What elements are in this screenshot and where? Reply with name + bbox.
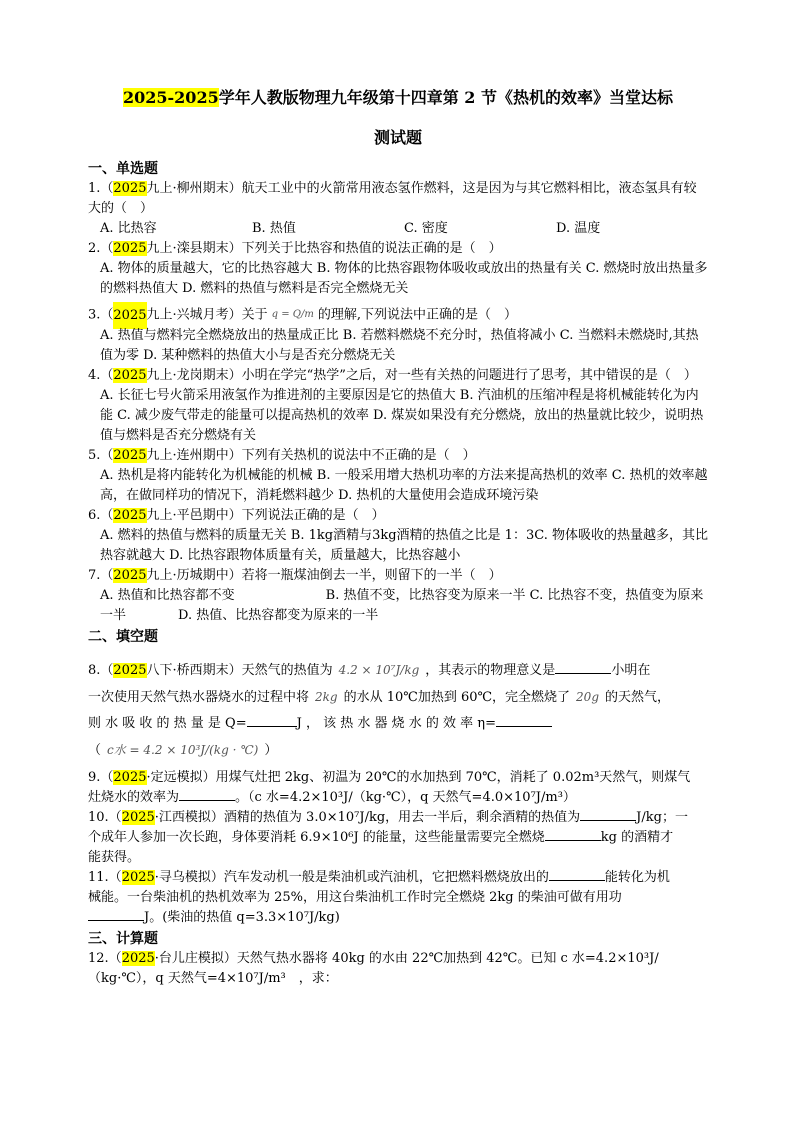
question-11: 11.（2025·寻乌模拟）汽车发动机一般是柴油机或汽油机，它把燃料燃烧放出的 能转化为机 械能。一台柴油机的热机效率为 25%，用这台柴油机工作时完全燃烧 2kg 的柴油可做有用功 J。(柴油的热值 q=3.3×10⁷J/kg) (88, 869, 670, 925)
year-highlight: 2025 (113, 567, 147, 583)
section-single-choice: 一、单选题 (88, 161, 158, 177)
formula-mass-gas: 20g (576, 689, 599, 704)
year-highlight: 2025 (113, 507, 147, 523)
question-12: 12.（2025·台儿庄模拟）天然气热水器将 40kg 的水由 22℃加热到 42℃。已知 c 水=4.2×10³J/ （kg·℃），q 天然气=4×10⁷J/m³ ，求： (88, 950, 659, 986)
title-year-highlight: 2025-2025 (123, 88, 219, 107)
question-4-options: A. 长征七号火箭采用液氢作为推进剂的主要原因是它的热值大 B. 汽油机的压缩冲程是将机械能转化为内能 C. 减少废气带走的能量可以提高热机的效率 D. 煤炭如果没有充分燃烧，放出的热量就比较少，说明热值与燃料是否充分燃烧有关 (100, 387, 704, 443)
year-highlight: 2025 (121, 809, 155, 825)
year-highlight: 2025 (113, 447, 147, 463)
question-1: 1.（2025九上·柳州期末）航天工业中的火箭常用液态氢作燃料，这是因为与其它燃料相比，液态氢具有较大的（ ） (88, 181, 697, 216)
question-3-options: A. 热值与燃料完全燃烧放出的热量成正比 B. 若燃料燃烧不充分时，热值将减小 C. 当燃料未燃烧时,其热值为零 D. 某种燃料的热值大小与是否充分燃烧无关 (100, 327, 699, 363)
year-highlight: 2025 (121, 869, 155, 885)
title-line1: 学年人教版物理九年级第十四章第 2 节《热机的效率》当堂达标 (218, 88, 673, 107)
question-6: 6.（2025九上·平邑期中）下列说法正确的是（ ） (88, 507, 385, 523)
question-10: 10.（2025·江西模拟）酒精的热值为 3.0×10⁷J/kg，用去一半后，剩余酒精的热值为 J/kg；一 个成年人参加一次长跑，身体要消耗 6.9×10⁶J 的能量，这些能量需要完全燃烧 kg 的酒精才 能获得。 (88, 809, 688, 865)
answer-blank-3[interactable] (496, 714, 552, 727)
formula-specific-heat: c水 = 4.2 × 10³J/(kg · ℃) (107, 742, 259, 757)
answer-blank-6[interactable] (545, 828, 601, 841)
section-calculation: 三、计算题 (88, 930, 158, 947)
question-2: 2.（2025九上·滦县期末）下列关于比热容和热值的说法正确的是（ ） (88, 241, 502, 256)
question-7-options: A. 热值和比热容都不变 B. 热值不变，比热容变为原来一半 C. 比热容不变，热值变为原来一半 D. 热值、比热容都变为原来的一半 (100, 587, 704, 623)
question-8: 8.（2025八下·桥西期末）天然气的热值为 4.2 × 10⁷J/kg ，其表示的物理意义是 小明在 一次使用天然气热水器烧水的过程中将 2kg 的水从 10℃加热到 60℃，完全燃烧了 20g 的天然气， 则 水 吸 收 的 热 量 是 Q= J ， 该 热 水 器 烧 水 的 效 率 η= （ c水 = 4.2 × 10³J/(kg · ℃) ） (88, 662, 671, 758)
year-highlight: 2025 (113, 367, 147, 383)
formula-q-equals-q-over-m: q = Q/m (271, 309, 314, 320)
question-3: 3.（2025九上·兴城月考）关于 q = Q/m 的理解,下列说法中正确的是（ ） (88, 305, 708, 326)
year-highlight: 2025 (113, 769, 147, 785)
question-4: 4.（2025九上·龙岗期末）小明在学完“热学”之后，对一些有关热的问题进行了思考，其中错误的是（ ） (88, 367, 697, 383)
section-fill-blank: 二、填空题 (88, 628, 158, 645)
question-5-options: A. 热机是将内能转化为机械能的机械 B. 一般采用增大热机功率的方法来提高热机的效率 C. 热机的效率越高，在做同样功的情况下，消耗燃料越少 D. 热机的大量使用会造成环境污染 (100, 467, 708, 503)
answer-blank-4[interactable] (179, 788, 235, 801)
answer-blank-1[interactable] (555, 661, 611, 674)
question-9: 9.（2025·定远模拟）用煤气灶把 2kg、初温为 20℃的水加热到 70℃，消耗了 0.02m³天然气，则煤气 灶烧水的效率为 。（c 水=4.2×10³J/（kg·℃），q 天然气=4.0×10⁷J/m³） (88, 769, 691, 805)
doc-title (88, 78, 708, 158)
year-highlight: 2025 (113, 181, 147, 196)
title-line2: 测试题 (373, 128, 422, 147)
option-d[interactable]: D. 温度 (556, 221, 601, 236)
question-5: 5.（2025九上·连州期中）下列有关热机的说法中不正确的是（ ） (88, 447, 476, 463)
formula-mass-water: 2kg (315, 689, 338, 704)
answer-blank-8[interactable] (88, 908, 144, 921)
question-1-options (88, 219, 708, 239)
year-highlight: 2025 (113, 662, 147, 678)
question-2-options: A. 物体的质量越大，它的比热容越大 B. 物体的比热容跟物体吸收或放出的热量有关 C. 燃烧时放出热量多的燃料热值大 D. 燃料的热值与燃料是否完全燃烧无关 (100, 261, 708, 296)
question-6-options: A. 燃料的热值与燃料的质量无关 B. 1kg酒精与3kg酒精的热值之比是 1：3C. 物体吸收的热量越多，其比热容就越大 D. 比热容跟物体质量有关，质量越大，比热容越小 (100, 527, 708, 563)
option-a[interactable]: A. 比热容 (100, 221, 157, 236)
year-highlight: 2025 (113, 302, 146, 329)
document-page (88, 78, 708, 989)
year-highlight: 2025 (113, 241, 147, 256)
option-b[interactable]: B. 热值 (252, 221, 296, 236)
option-c[interactable]: C. 密度 (404, 221, 448, 236)
answer-blank-2[interactable] (247, 714, 297, 727)
answer-blank-5[interactable] (580, 808, 636, 821)
formula-heat-value: 4.2 × 10⁷J/kg (338, 662, 420, 677)
answer-blank-7[interactable] (549, 868, 605, 881)
year-highlight: 2025 (121, 950, 155, 966)
question-7: 7.（2025九上·历城期中）若将一瓶煤油倒去一半，则留下的一半（ ） (88, 567, 502, 583)
